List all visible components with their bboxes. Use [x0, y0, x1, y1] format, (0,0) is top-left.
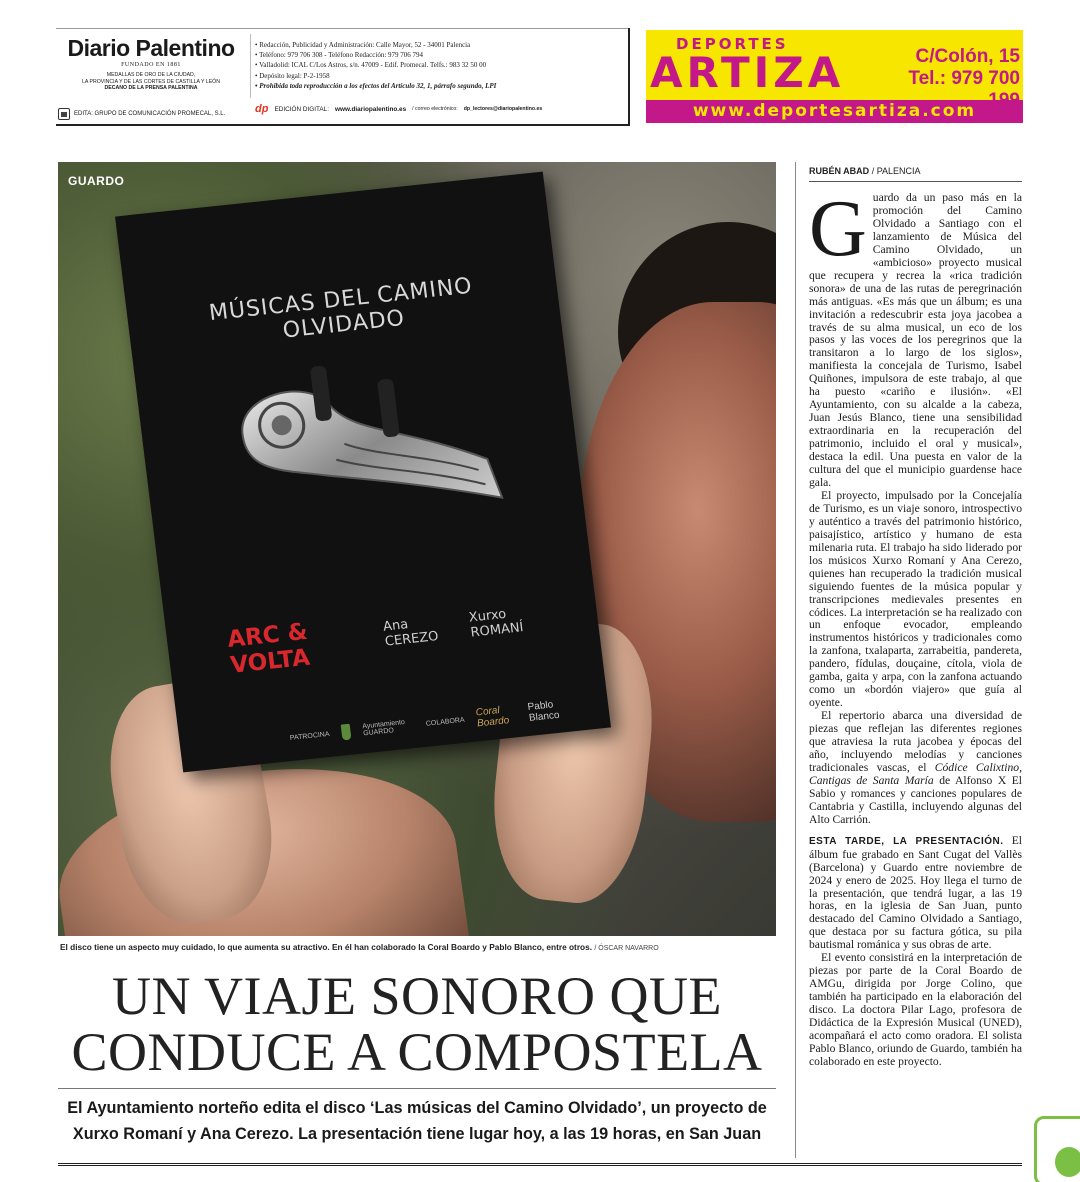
- column-divider: [795, 162, 796, 1158]
- masthead-divider: [250, 34, 251, 98]
- email-label: / correo electrónico:: [412, 106, 458, 112]
- ad-brand: ARTIZA: [650, 48, 845, 97]
- page-bottom-rule: [58, 1163, 1022, 1166]
- photo-caption: [60, 942, 780, 952]
- contact-info: [255, 40, 625, 91]
- info-line-valladolid: • Valladolid: ICAL C/Los Astros, s/n. 47009 - Edif. Promecal. Telfs.: 983 32 50 00: [255, 61, 487, 70]
- paragraph-3: [809, 710, 1022, 827]
- cd-colabora: COLABORA: [425, 716, 466, 728]
- masthead: [56, 28, 628, 124]
- dp-logo-icon: dp: [255, 103, 269, 115]
- info-line-copyright: • Prohibida toda reproducción a los efectos del Artículo 32, 1, párrafo segundo, LPI: [255, 81, 497, 90]
- paragraph-1-text: uardo da un paso más en la promoción del Camino Olvidado a Santiago con el lanzamiento de Música del Camino Olvidado, un «ambicioso» proyecto musical que recupera y recrea la «rica tradición sonora» de una de las rutas de peregrinación más antiguas. «Es más que un álbum; es una invitación a redescubrir esta joya jacobea a través de su alma musical, un eco de los pasos y las voces de los peregrinos que la transitaron a lo largo de los siglos», manifiesta la concejala de Turismo, Isabel Quiñones, impulsora de este trabajo, al que ha puesto «cariño e ilusión». «El Ayuntamiento, con su alcalde a la cabeza, Juan Jesús Blanco, tiene una sensibilidad extraordinaria en la recuperación del patrimonio, incluido el oral y musical», destaca la edil. Una puesta en valor de la cultura del que el municipio guardense hace gala.: [809, 191, 1022, 489]
- paragraph-3-a: El repertorio abarca una diversidad de piezas que reflejan las diferentes regiones que atraviesa la ruta jacobea y épocas del año, incluyendo melodías y canciones tradicionales vascas, el: [809, 709, 1022, 774]
- byline-place: / PALENCIA: [871, 166, 921, 176]
- paragraph-2: El proyecto, impulsado por la Concejalía de Turismo, es un viaje sonoro, introspectivo y auténtico a través del patrimonio histórico, paisajístico, artístico y humano de esta milenaria ruta. El trabajo ha sido liderado por los músicos Xurxo Romaní y Ana Cerezo, quienes han recuperado la tradición musical siguiendo fuentes de la música popular y transcripciones medievales presentes en códices. La interpretación se ha realizado con un enfoque evocador, empleando instrumentos históricos y tradicionales como la zanfona, txalaparta, zarrabeitia, pandereta, pandero, fídulas, douçaine, cítola, viola de gamba, gaita y arpa, con la zanfona actuando como un «bordón viajero» que guía al oyente.: [809, 488, 1022, 710]
- headline-line-2: CONDUCE A COMPOSTELA: [71, 1022, 763, 1082]
- medals-line: [56, 72, 246, 92]
- photo-credit: / ÓSCAR NAVARRO: [594, 945, 659, 952]
- dean-line: DECANO DE LA PRENSA PALENTINA: [104, 85, 198, 91]
- ad-phone: Tel.: 979 700: [908, 68, 1020, 89]
- ad-top: [646, 30, 1023, 100]
- newspaper-name: Diario Palentino: [67, 35, 235, 61]
- info-line-legal: • Depósito legal: P-2-1958: [255, 71, 330, 80]
- paragraph-1: [809, 185, 1022, 490]
- info-line-address: • Redacción, Publicidad y Administración: Calle Mayor, 52 - 34001 Palencia: [255, 41, 471, 49]
- cd-cover: [115, 172, 611, 773]
- ad-address: C/Colón, 15: [915, 46, 1020, 67]
- paragraph-4-text: El álbum fue grabado en Sant Cugat del Vallès (Barcelona) y Guardo entre noviembre de 2024 y enero de 2025. Hoy llega el turno de la presentación, que tendrá lugar, a las 19 horas, en la iglesia de San Juan, punto destacado del Camino Olvidado a Santiago, que destaca por su factura gótica, su pila bautismal románica y sus obras de arte.: [809, 833, 1022, 952]
- digital-url-link[interactable]: www.diariopalentino.es: [335, 105, 407, 113]
- guardo-crest-icon: [340, 724, 351, 741]
- widget-icon: [1055, 1147, 1080, 1177]
- digital-edition: [255, 103, 542, 115]
- cd-pablo: Pablo Blanco: [527, 699, 561, 724]
- medal-line-2: LA PROVINCIA Y DE LAS CORTES DE CASTILLA Y LEÓN: [82, 78, 220, 85]
- paragraph-3-titles: Códice Calixtino, Cantigas de Santa María: [809, 760, 1022, 787]
- ad-kicker: DEPORTES: [676, 35, 789, 53]
- digital-label: EDICIÓN DIGITAL:: [274, 105, 330, 113]
- photo-location-tag: GUARDO: [68, 174, 125, 188]
- cd-artists: [226, 594, 551, 679]
- headline-line-1: UN VIAJE SONORO QUE: [111, 966, 722, 1026]
- byline-rule: [809, 181, 1022, 182]
- founded-line: FUNDADO EN 1881: [121, 62, 181, 68]
- violin-scroll-icon: [215, 348, 515, 556]
- publisher-line: [58, 108, 225, 120]
- lead-photo: [58, 162, 776, 936]
- subhead-rule: [58, 1088, 776, 1089]
- section-lead-in: ESTA TARDE, LA PRESENTACIÓN.: [809, 835, 1004, 847]
- paragraph-3-b: de Alfonso X El Sabio y romances y canciones populares de Cantabria y Castilla, incluyendo algunas del Alto Carrión.: [809, 773, 1022, 826]
- paragraph-5: El evento consistirá en la interpretación de piezas por parte de la Coral Boardo de AMGu, dirigida por Jorge Colino, que también ha participado en la elaboración del disco. La doctora Pilar Lago, profesora de Didáctica de la Expresión Musical (UNED), acompañará el acto como oradora. El solista Pablo Blanco, oriundo de Guardo, también ha colaborado en este proyecto.: [809, 951, 1022, 1068]
- subheadline: El Ayuntamiento norteño edita el disco ‘Las músicas del Camino Olvidado’, un proyecto de Xurxo Romaní y Ana Cerezo. La presentación tiene lugar hoy, a las 19 horas, en San Juan: [67, 1099, 767, 1143]
- byline: [809, 166, 1022, 176]
- newspaper-brand: [56, 36, 246, 92]
- advertisement[interactable]: [646, 30, 1023, 123]
- email-link[interactable]: dp_lectores@diariopalentino.es: [463, 106, 543, 112]
- caption-text: El disco tiene un aspecto muy cuidado, lo que aumenta su atractivo. En él han colaborado la Coral Boardo y Pablo Blanco, entre otros.: [60, 942, 593, 952]
- medal-line-1: MEDALLAS DE ORO DE LA CIUDAD,: [106, 72, 196, 78]
- headline: [58, 968, 776, 1080]
- cd-arc-volta: ARC & VOLTA: [225, 618, 312, 679]
- cd-ayto: Ayuntamiento GUARDO: [361, 718, 406, 738]
- cd-ana-cerezo: Ana CEREZO: [382, 617, 440, 650]
- crest-icon: [58, 108, 70, 120]
- cd-xurxo-romani: Xurxo ROMANÍ: [468, 606, 525, 641]
- masthead-bottom-rule: [56, 124, 628, 126]
- info-line-phone: • Teléfono: 979 706 308 - Teléfono Redacción: 979 706 794: [255, 51, 424, 60]
- drop-cap: G: [809, 185, 867, 273]
- corner-widget-button[interactable]: [1034, 1116, 1080, 1182]
- paragraph-4: [809, 835, 1022, 953]
- cd-coral: Coral Boardo: [475, 705, 510, 730]
- cd-patrocina: PATROCINA: [289, 730, 330, 742]
- publisher-text: EDITA: GRUPO DE COMUNICACIÓN PROMECAL, S.L.: [74, 111, 226, 117]
- article-body: [809, 185, 1022, 1069]
- ad-web-link[interactable]: www.deportesartiza.com: [646, 100, 1023, 123]
- author-name: RUBÉN ABAD: [809, 166, 870, 176]
- masthead-vertical-rule: [628, 28, 630, 126]
- cd-title: MÚSICAS DEL CAMINO OLVIDADO: [207, 273, 475, 344]
